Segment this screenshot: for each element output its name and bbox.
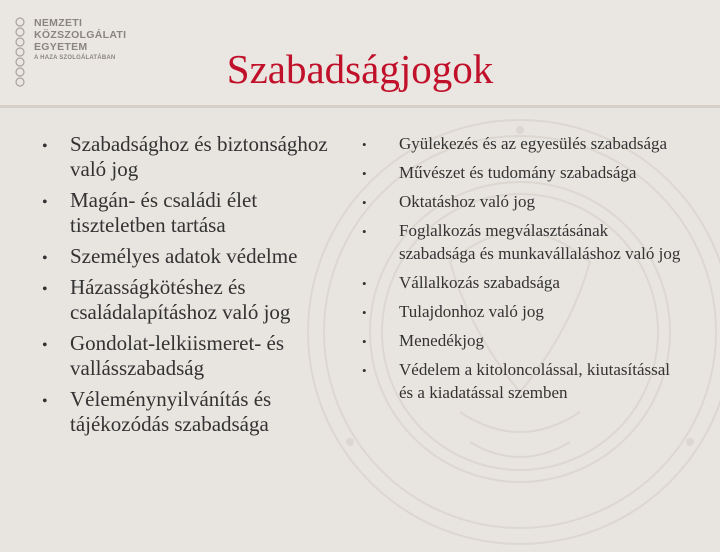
list-item-text: Házasságkötéshez és családalapításhoz való jog xyxy=(70,275,291,324)
bullet-icon: • xyxy=(42,138,48,155)
slide-title xyxy=(0,44,720,94)
bullet-icon: • xyxy=(362,166,367,181)
list-item-text: Véleménynyilvánítás és tájékozódás szabadsága xyxy=(70,387,272,436)
list-item-text: Foglalkozás megválasztásának szabadsága és munkavállaláshoz való jog xyxy=(399,221,681,263)
right-bullet-list xyxy=(362,132,682,410)
bullet-icon: • xyxy=(42,393,48,410)
list-item xyxy=(42,132,342,182)
bullet-icon: • xyxy=(362,224,367,239)
bullet-icon: • xyxy=(362,195,367,210)
list-item xyxy=(362,219,682,265)
bullet-icon: • xyxy=(42,250,48,267)
list-item xyxy=(362,329,682,352)
list-item xyxy=(42,244,342,269)
bullet-icon: • xyxy=(362,276,367,291)
slide-title-text: Szabadságjogok xyxy=(226,46,494,92)
list-item-text: Művészet és tudomány szabadsága xyxy=(399,163,637,182)
list-item-text: Oktatáshoz való jog xyxy=(399,192,535,211)
list-item-text: Védelem a kitoloncolással, kiutasítással és a kiadatással szemben xyxy=(399,360,670,402)
list-item-text: Magán- és családi élet tiszteletben tartása xyxy=(70,188,258,237)
list-item-text: Gondolat-lelkiismeret- és vallásszabadság xyxy=(70,331,285,380)
bullet-icon: • xyxy=(362,305,367,320)
bullet-icon: • xyxy=(362,137,367,152)
logo-line-1: NEMZETI xyxy=(34,17,83,29)
bullet-icon: • xyxy=(362,334,367,349)
list-item xyxy=(42,331,342,381)
logo-line-2: KÖZSZOLGÁLATI xyxy=(34,29,127,41)
list-item xyxy=(42,188,342,238)
list-item-text: Vállalkozás szabadsága xyxy=(399,273,560,292)
list-item-text: Személyes adatok védelme xyxy=(70,244,298,268)
bullet-icon: • xyxy=(362,363,367,378)
list-item xyxy=(362,358,682,404)
list-item xyxy=(42,387,342,437)
bullet-icon: • xyxy=(42,281,48,298)
logo-subline: A HAZA SZOLGÁLATÁBAN xyxy=(34,55,116,61)
list-item-text: Tulajdonhoz való jog xyxy=(399,302,544,321)
list-item xyxy=(42,275,342,325)
list-item-text: Gyülekezés és az egyesülés szabadsága xyxy=(399,134,668,153)
header-divider xyxy=(0,105,720,108)
bullet-icon: • xyxy=(42,337,48,354)
left-bullet-list xyxy=(42,132,342,443)
list-item xyxy=(362,271,682,294)
list-item xyxy=(362,300,682,323)
bullet-icon: • xyxy=(42,194,48,211)
logo-line-3: EGYETEM xyxy=(34,41,88,53)
list-item-text: Menedékjog xyxy=(399,331,484,350)
list-item xyxy=(362,132,682,155)
list-item xyxy=(362,190,682,213)
list-item-text: Szabadsághoz és biztonsághoz való jog xyxy=(70,132,328,181)
list-item xyxy=(362,161,682,184)
